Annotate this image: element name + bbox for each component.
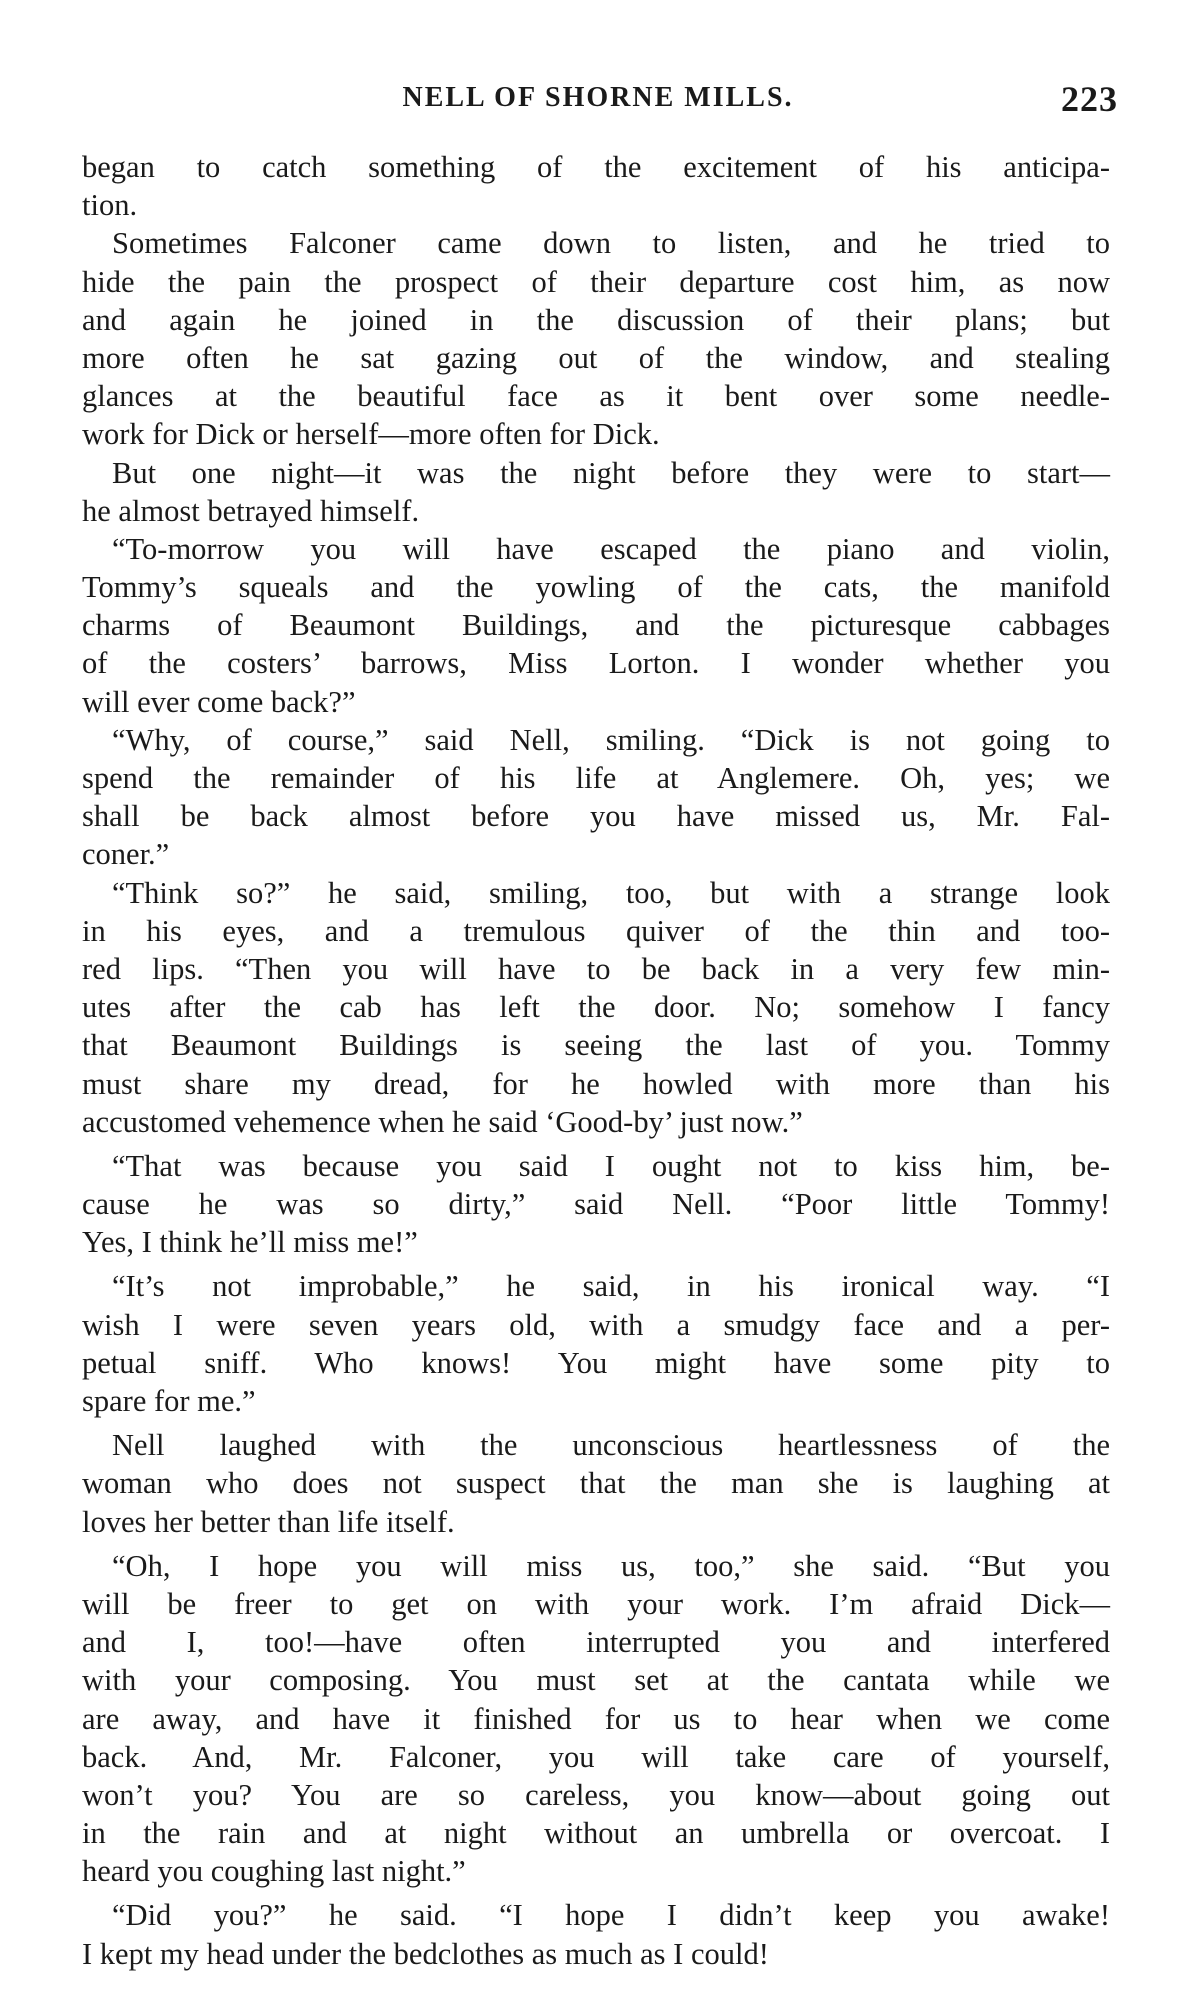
page-number: 223	[1061, 79, 1118, 119]
text-line: and again he joined in the discussion of their plans; but	[82, 302, 1110, 337]
text-line: “Did you?” he said. “I hope I didn’t keep you awake!	[112, 1898, 1110, 1933]
text-line: must share my dread, for he howled with more than his	[82, 1066, 1110, 1101]
text-line: Nell laughed with the unconscious heartlessness of the	[112, 1428, 1110, 1463]
text-line: “That was because you said I ought not to kiss him, be-	[112, 1148, 1110, 1183]
text-line: with your composing. You must set at the cantata while we	[82, 1663, 1110, 1698]
text-line: in his eyes, and a tremulous quiver of the thin and too-	[82, 913, 1110, 948]
text-line: I kept my head under the bedclothes as much as I could!	[82, 1936, 769, 1971]
text-line: will ever come back?”	[82, 684, 356, 719]
paragraph	[82, 454, 1110, 530]
paragraph	[82, 1147, 1110, 1262]
paragraph	[82, 1267, 1110, 1420]
text-line: But one night—it was the night before they were to start—	[112, 455, 1110, 490]
text-line: utes after the cab has left the door. No; somehow I fancy	[82, 990, 1110, 1025]
text-line: petual sniff. Who knows! You might have some pity to	[82, 1345, 1110, 1380]
text-line: “It’s not improbable,” he said, in his ironical way. “I	[112, 1269, 1110, 1304]
text-line: “Oh, I hope you will miss us, too,” she said. “But you	[112, 1548, 1110, 1583]
text-line: wish I were seven years old, with a smudgy face and a per-	[82, 1307, 1110, 1342]
paragraph	[82, 1547, 1110, 1891]
text-line: accustomed vehemence when he said ‘Good-by’ just now.”	[82, 1104, 803, 1139]
text-line: glances at the beautiful face as it bent over some needle-	[82, 379, 1110, 414]
running-head	[78, 78, 1118, 122]
text-line: cause he was so dirty,” said Nell. “Poor little Tommy!	[82, 1187, 1110, 1222]
text-line: Sometimes Falconer came down to listen, and he tried to	[112, 226, 1110, 261]
text-line: Yes, I think he’ll miss me!”	[82, 1225, 418, 1260]
text-line: “Think so?” he said, smiling, too, but with a strange look	[112, 875, 1110, 910]
text-line: coner.”	[82, 837, 170, 872]
text-line: won’t you? You are so careless, you know—about going out	[82, 1777, 1110, 1812]
paragraph	[82, 148, 1110, 224]
text-line: hide the pain the prospect of their departure cost him, as now	[82, 264, 1110, 299]
paragraph	[82, 721, 1110, 874]
paragraph	[82, 1426, 1110, 1541]
text-line: charms of Beaumont Buildings, and the picturesque cabbages	[82, 608, 1110, 643]
text-line: loves her better than life itself.	[82, 1504, 455, 1539]
paragraph	[82, 1896, 1110, 1972]
running-title: NELL OF SHORNE MILLS.	[402, 82, 794, 113]
text-line: red lips. “Then you will have to be back in a very few min-	[82, 951, 1110, 986]
paragraph	[82, 530, 1110, 721]
text-line: spare for me.”	[82, 1384, 256, 1418]
text-line: work for Dick or herself—more often for Dick.	[82, 417, 660, 452]
text-line: heard you coughing last night.”	[82, 1854, 466, 1889]
text-line: and I, too!—have often interrupted you and interfered	[82, 1625, 1110, 1660]
text-line: began to catch something of the excitement of his anticipa-	[82, 150, 1110, 184]
text-line: will be freer to get on with your work. I’m afraid Dick—	[82, 1586, 1110, 1621]
text-line: more often he sat gazing out of the window, and stealing	[82, 340, 1110, 375]
text-line: in the rain and at night without an umbrella or overcoat. I	[82, 1816, 1110, 1851]
text-line: Tommy’s squeals and the yowling of the cats, the manifold	[82, 570, 1110, 605]
text-line: “Why, of course,” said Nell, smiling. “Dick is not going to	[112, 722, 1110, 757]
text-line: “To-morrow you will have escaped the piano and violin,	[112, 531, 1110, 566]
text-line: he almost betrayed himself.	[82, 493, 420, 528]
paragraph	[82, 224, 1110, 453]
text-line: are away, and have it finished for us to hear when we come	[82, 1701, 1110, 1736]
text-line: of the costers’ barrows, Miss Lorton. I wonder whether you	[82, 646, 1110, 681]
text-line: that Beaumont Buildings is seeing the last of you. Tommy	[82, 1028, 1110, 1063]
paragraph	[82, 874, 1110, 1141]
text-line: back. And, Mr. Falconer, you will take care of yourself,	[82, 1739, 1110, 1774]
body-text	[82, 148, 1110, 1973]
text-line: tion.	[82, 188, 138, 223]
text-line: shall be back almost before you have missed us, Mr. Fal-	[82, 799, 1110, 834]
text-line: spend the remainder of his life at Anglemere. Oh, yes; we	[82, 761, 1110, 795]
text-line: woman who does not suspect that the man she is laughing at	[82, 1466, 1110, 1501]
